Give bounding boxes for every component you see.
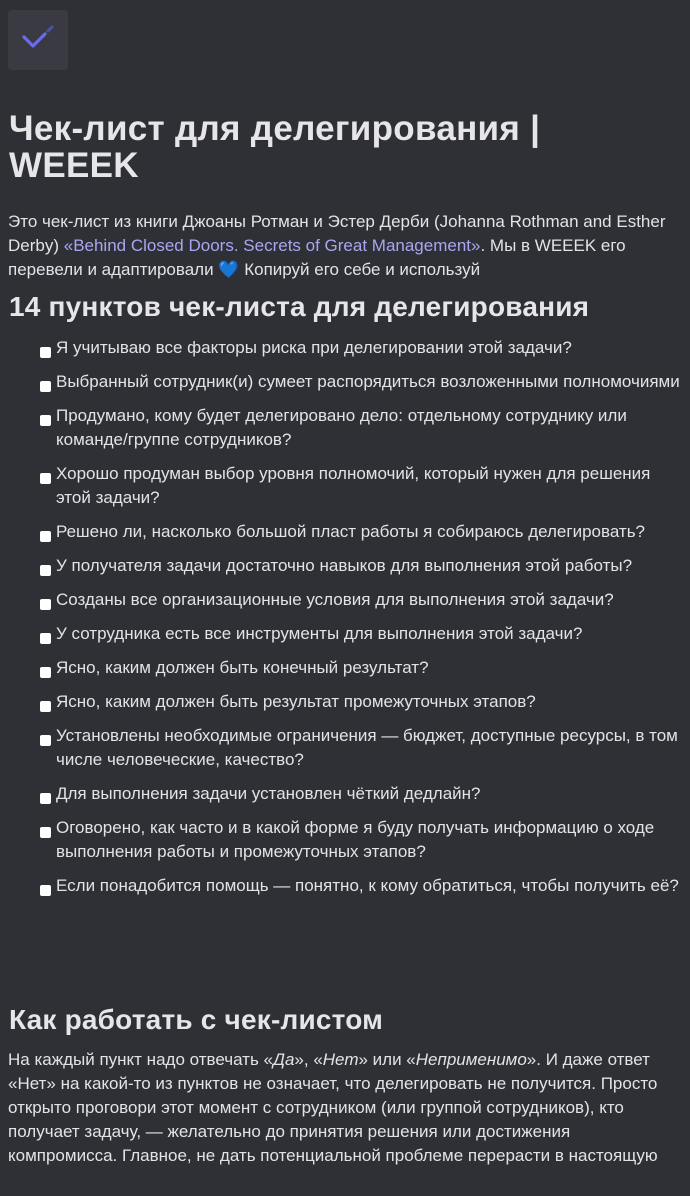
checkbox[interactable]: [40, 793, 51, 804]
checklist-item: [40, 656, 690, 680]
answer-no: Нет: [322, 1050, 359, 1069]
checkbox[interactable]: [40, 735, 51, 746]
checklist-item-label: Выбранный сотрудник(и) сумеет распорядиться возложенными полномочиями: [56, 372, 680, 391]
checkbox[interactable]: [40, 667, 51, 678]
checklist-item-label: У сотрудника есть все инструменты для выполнения этой задачи?: [56, 624, 583, 643]
checklist-item-label: Ясно, каким должен быть результат промежуточных этапов?: [56, 692, 536, 711]
checkmark-icon: [18, 20, 58, 60]
intro-paragraph: [8, 210, 688, 282]
checklist-item: [40, 724, 690, 772]
how-to-text: ». И даже ответ «Нет» на какой-то из пунктов не означает, что делегировать не получится. Просто открыто проговори этот момент с сотрудником (или группой сотрудников), кто получает задачу, — желательно до принятия решения или достижения компромисса. Главное, не дать потенциальной проблеме перерасти в настоящую: [8, 1050, 658, 1165]
intro-text-2: . Мы в WEEEK его перевели и адаптировали: [8, 236, 626, 279]
checklist-item: [40, 370, 690, 394]
checkbox[interactable]: [40, 473, 51, 484]
checklist-item: [40, 622, 690, 646]
checklist-item-label: Решено ли, насколько большой пласт работы я собираюсь делегировать?: [56, 522, 646, 541]
checkbox[interactable]: [40, 381, 51, 392]
checkbox[interactable]: [40, 599, 51, 610]
answer-yes: Да: [272, 1050, 295, 1069]
checklist-item: [40, 404, 690, 452]
checkbox[interactable]: [40, 415, 51, 426]
checklist-item: [40, 874, 690, 898]
checkbox[interactable]: [40, 885, 51, 896]
checkbox[interactable]: [40, 347, 51, 358]
checklist-item: [40, 462, 690, 510]
checkbox[interactable]: [40, 827, 51, 838]
checklist-item-label: Продумано, кому будет делегировано дело: отдельному сотруднику или команде/группе сотрудников?: [56, 406, 627, 449]
checkbox[interactable]: [40, 633, 51, 644]
how-to-heading: Как работать с чек-листом: [9, 1004, 384, 1035]
checklist-item-label: Ясно, каким должен быть конечный результат?: [56, 658, 429, 677]
checklist-item-label: У получателя задачи достаточно навыков для выполнения этой работы?: [56, 556, 633, 575]
checklist-item: [40, 816, 690, 864]
checklist-item-label: Созданы все организационные условия для выполнения этой задачи?: [56, 590, 614, 609]
checkbox[interactable]: [40, 531, 51, 542]
checklist-item: [40, 520, 690, 544]
intro-text: Это чек-лист из книги Джоаны Ротман и Эстер Дерби (Johanna Rothman and Esther Derby): [8, 212, 666, 255]
checklist-item: [40, 782, 690, 806]
page-title: Чек-лист для делегирования | WEEEK: [9, 109, 541, 185]
checklist-item: [40, 336, 690, 360]
intro-text-3: Копируй его себе и используй: [239, 260, 481, 279]
checklist-item-label: Оговорено, как часто и в какой форме я буду получать информацию о ходе выполнения работы и промежуточных этапов?: [56, 818, 655, 861]
checklist-item: [40, 690, 690, 714]
how-to-text: », «: [294, 1050, 323, 1069]
blue-heart-icon: 💙: [218, 260, 240, 279]
how-to-text: На каждый пункт надо отвечать «: [8, 1050, 273, 1069]
checkbox[interactable]: [40, 565, 51, 576]
checklist-item-label: Для выполнения задачи установлен чёткий дедлайн?: [56, 784, 481, 803]
page-icon[interactable]: [8, 10, 68, 70]
checklist-item-label: Хорошо продуман выбор уровня полномочий, который нужен для решения этой задачи?: [56, 464, 651, 507]
book-link[interactable]: «Behind Closed Doors. Secrets of Great Management»: [63, 236, 481, 255]
checklist-item: [40, 554, 690, 578]
checklist-item-label: Установлены необходимые ограничения — бюджет, доступные ресурсы, в том числе человеческие, качество?: [56, 726, 678, 769]
checklist-item-label: Если понадобится помощь — понятно, к кому обратиться, чтобы получить её?: [56, 876, 679, 895]
checklist-item-label: Я учитываю все факторы риска при делегировании этой задачи?: [56, 338, 572, 357]
checklist-heading: 14 пунктов чек-листа для делегирования: [9, 291, 590, 322]
checkbox[interactable]: [40, 701, 51, 712]
checklist-item: [40, 588, 690, 612]
how-to-text: » или «: [358, 1050, 416, 1069]
how-to-paragraph: [8, 1048, 683, 1168]
answer-na: Неприменимо: [415, 1050, 527, 1069]
checklist: [40, 336, 690, 908]
